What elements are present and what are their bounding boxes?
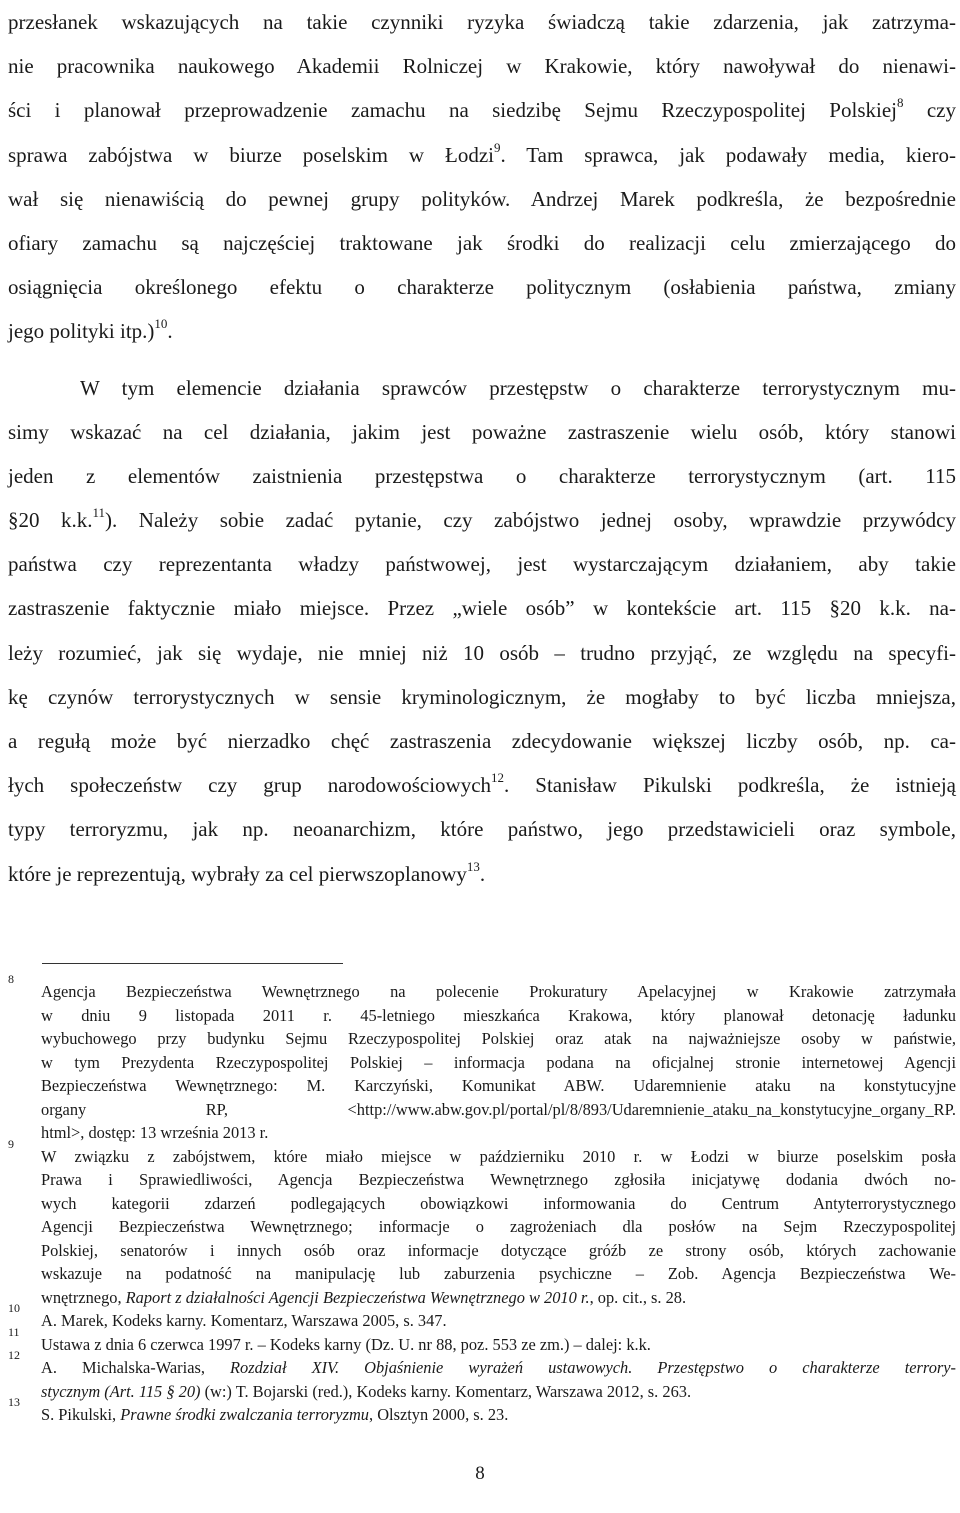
- text-segment-italic: stycznym (Art. 115 § 20): [41, 1381, 201, 1401]
- text-segment: ści i planował przeprowadzenie zamachu na siedzibę Sejmu Rzeczypospolitej Polskiej: [8, 98, 897, 123]
- text-line: państwa czy reprezentanta władzy państwowej, jest wystarczającym działaniem, aby takie: [8, 552, 956, 577]
- text-line: [8, 763, 956, 807]
- text-line: zastraszenie faktycznie miało miejsce. Przez „wiele osób” w kontekście art. 115 §20 k.k. na-: [8, 596, 956, 621]
- footnote-line: Agencja Bezpieczeństwa Wewnętrznego na polecenie Prokuratury Apelacyjnej w Krakowie zatrzymała: [41, 982, 956, 1001]
- text-segment: czy: [926, 98, 956, 123]
- text-segment-italic: Rozdział XIV. Objaśnienie wyrażeń ustawowych. Przestępstwo o charakterze terrory-: [230, 1358, 957, 1377]
- footnote-line: [41, 1380, 956, 1404]
- body-text: [8, 0, 956, 896]
- footnote-link-line[interactable]: organy RP, <http://www.abw.gov.pl/portal/pl/8/893/Udaremnienie_ataku_na_konstytucyjne_organy_RP.: [41, 1099, 956, 1119]
- text-line: simy wskazać na cel działania, jakim jest poważne zastraszenie wielu osób, który stanowi: [8, 419, 956, 444]
- text-segment: ). Należy sobie zadać pytanie, czy zabójstwo jednej osoby, wprawdzie przywódcy: [105, 508, 956, 533]
- footnote-8: [0, 972, 960, 1145]
- footnote-line: Polskiej, senatorów i innych osób oraz informacje dotyczące gróźb ze strony osób, których zachowanie: [41, 1240, 956, 1260]
- text-segment: sprawa zabójstwa w biurze poselskim w Łodzi: [8, 142, 494, 167]
- text-segment: , Olsztyn 2000, s. 23.: [369, 1405, 509, 1424]
- text-line: jeden z elementów zaistnienia przestępstwa o charakterze terrorystycznym (art. 115: [8, 463, 956, 488]
- footnote-ref[interactable]: 12: [491, 770, 505, 786]
- text-line: a regułą może być nierzadko chęć zastraszenia zdecydowanie większej liczby osób, np. ca-: [8, 729, 956, 753]
- footnote-line: Ustawa z dnia 6 czerwca 1997 r. – Kodeks karny (Dz. U. nr 88, poz. 553 ze zm.) – dalej: k.k.: [41, 1334, 651, 1354]
- text-line: [8, 309, 956, 353]
- footnote-number: 13: [8, 1395, 20, 1409]
- footnote-number: 11: [8, 1324, 20, 1339]
- text-segment: .: [167, 319, 173, 344]
- footnote-11: [0, 1324, 960, 1357]
- footnote-line: [41, 1356, 956, 1380]
- text-segment: §20 k.k.: [8, 508, 93, 533]
- text-segment: A. Michalska-Warias,: [41, 1358, 231, 1377]
- text-line: [8, 852, 956, 896]
- footnote-line: wybuchowego przy budynku Sejmu Rzeczypospolitej Polskiej oraz atak na najważniejsze osoby w państwie,: [41, 1029, 956, 1048]
- footnote-line: A. Marek, Kodeks karny. Komentarz, Warszawa 2005, s. 347.: [41, 1311, 447, 1330]
- text-segment: . Tam sprawca, jak podawały media, kiero-: [500, 142, 956, 167]
- footnote-line: Agencji Bezpieczeństwa Wewnętrznego; informacje o zagrożeniach dla posłów na Sejm Rzeczypospolitej: [41, 1217, 956, 1236]
- text-segment: które je reprezentują, wybrały za cel pierwszoplanowy: [8, 861, 467, 886]
- footnote-line: [41, 1286, 956, 1310]
- text-segment: (w:) T. Bojarski (red.), Kodeks karny. Komentarz, Warszawa 2012, s. 263.: [200, 1381, 692, 1401]
- text-segment-italic: Prawne środki zwalczania terroryzmu: [120, 1405, 369, 1424]
- text-segment: jego polityki itp.): [8, 319, 155, 344]
- text-line: przesłanek wskazujących na takie czynniki ryzyka świadczą takie zdarzenia, jak zatrzyma-: [8, 10, 956, 34]
- paragraph-gap: [8, 354, 956, 366]
- text-segment-italic: Raport z działalności Agencji Bezpieczeństwa Wewnętrznego w 2010 r.: [125, 1287, 590, 1307]
- text-line: [8, 498, 956, 542]
- text-line: ofiary zamachu są najczęściej traktowane jak środki do realizacji celu zmierzającego do: [8, 230, 956, 255]
- footnote-9: [0, 1136, 960, 1310]
- footnote-line: w dniu 9 listopada 2011 r. 45-letniego mieszkańca Krakowa, który planował detonację ładunku: [41, 1005, 956, 1025]
- text-line: kę czynów terrorystycznych w sensie kryminologicznym, że mogłaby to być liczba mniejsza,: [8, 684, 956, 709]
- footnote-ref[interactable]: 8: [896, 95, 904, 111]
- text-line: wał się nienawiścią do pewnej grupy polityków. Andrzej Marek podkreśla, że bezpośrednie: [8, 186, 956, 211]
- text-line: leży rozumieć, jak się wydaje, nie mniej niż 10 osób – trudno przyjąć, ze względu na specyfi-: [8, 640, 956, 665]
- footnote-12: [0, 1348, 960, 1403]
- text-segment: .: [479, 861, 486, 886]
- footnote-line: W związku z zabójstwem, które miało miejsce w październiku 2010 r. w Łodzi w biurze poselskim posła: [41, 1146, 956, 1166]
- text-segment: , op. cit., s. 28.: [589, 1287, 687, 1307]
- text-line: typy terroryzmu, jak np. neoanarchizm, które państwo, jego przedstawicieli oraz symbole,: [8, 817, 956, 842]
- footnote-number: 10: [8, 1301, 20, 1315]
- text-segment: S. Pikulski,: [41, 1405, 121, 1424]
- text-segment: łych społeczeństw czy grup narodowościowych: [8, 773, 492, 798]
- footnote-number: 8: [8, 972, 14, 986]
- text-line: [8, 133, 956, 177]
- footnote-number: 12: [8, 1348, 20, 1362]
- footnote-line: w tym Prezydenta Rzeczypospolitej Polskiej – informacja podana na oficjalnej stronie internetowej Agencji: [41, 1052, 956, 1072]
- footnote-line: [41, 1403, 956, 1427]
- footnote-13: [0, 1395, 960, 1427]
- footnote-ref[interactable]: 9: [493, 139, 501, 155]
- footnote-line: wych kategorii zdarzeń podlegających obowiązkowi informowania do Centrum Antyterrorystycznego: [41, 1193, 956, 1213]
- footnote-ref[interactable]: 13: [466, 858, 480, 874]
- footnote-ref[interactable]: 10: [154, 316, 168, 332]
- footnote-line: Prawa i Sprawiedliwości, Agencja Bezpieczeństwa Wewnętrznego zgłosiła inicjatywę dodania dwóch no-: [41, 1170, 956, 1189]
- text-line: W tym elemencie działania sprawców przestępstw o charakterze terrorystycznym mu-: [80, 375, 956, 400]
- footnote-line: html>, dostęp: 13 września 2013 r.: [41, 1123, 269, 1142]
- text-line: osiągnięcia określonego efektu o charakterze politycznym (osłabienia państwa, zmiany: [8, 275, 956, 300]
- text-line: [8, 88, 956, 132]
- footnote-separator: [42, 963, 343, 964]
- footnote-10: [0, 1301, 960, 1333]
- footnote-line: Bezpieczeństwa Wewnętrznego: M. Karczyński, Komunikat ABW. Udaremnienie ataku na konstytucyjne: [41, 1076, 956, 1095]
- footnote-ref[interactable]: 11: [92, 505, 106, 521]
- footnote-number: 9: [8, 1136, 14, 1151]
- text-line: nie pracownika naukowego Akademii Rolniczej w Krakowie, który nawoływał do nienawi-: [8, 54, 956, 79]
- text-segment: wnętrznego,: [41, 1287, 126, 1307]
- text-segment: . Stanisław Pikulski podkreśla, że istnieją: [504, 773, 956, 798]
- page-number: 8: [475, 1463, 485, 1484]
- footnotes: [0, 972, 960, 1427]
- footnote-line: wskazuje na podatność na manipulację lub zaburzenia psychiczne – Zob. Agencja Bezpieczeństwa We-: [41, 1264, 956, 1283]
